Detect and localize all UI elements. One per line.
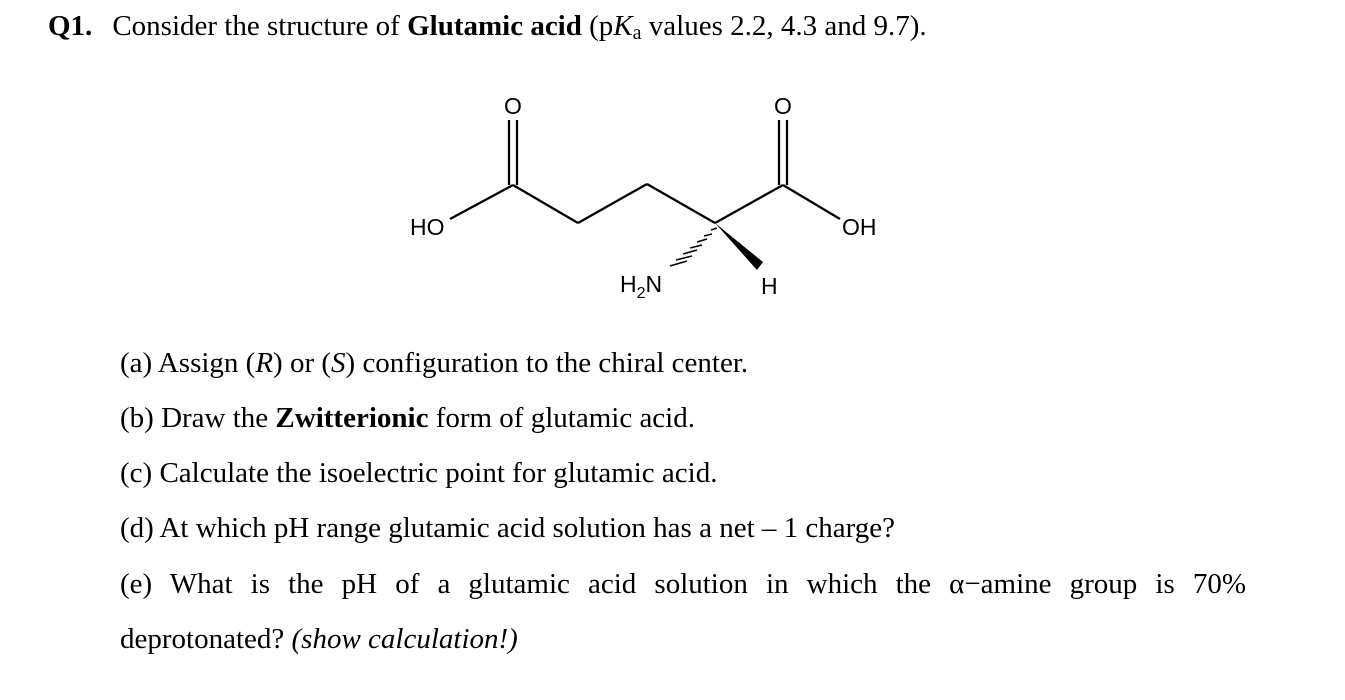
glutamic-acid-structure (0, 0, 1345, 320)
part-c-text: Calculate the isoelectric point for glutamic acid. (152, 457, 718, 489)
part-e-word: solution (654, 568, 748, 600)
compound-name: Glutamic acid (407, 10, 582, 42)
part-e-word: What (169, 568, 233, 600)
part-e-word: in (765, 568, 789, 600)
part-b (120, 402, 695, 435)
part-e-line-1 (120, 568, 1246, 601)
part-e-word: group (1069, 568, 1138, 600)
bond-ho-c1 (450, 185, 513, 219)
part-b-label: (b) (120, 402, 154, 434)
part-a-r: R (255, 347, 274, 379)
pk-symbol: K (613, 10, 633, 42)
bond-c2-c3 (578, 184, 647, 223)
solid-wedge-bond (715, 223, 763, 270)
part-e-text: deprotonated? (120, 623, 292, 655)
part-d-text: At which pH range glutamic acid solution has a net – 1 charge? (153, 512, 895, 544)
part-e-word: 70% (1192, 568, 1246, 600)
question-number: Q1. (48, 10, 93, 42)
bond-c1-c2 (513, 185, 578, 223)
pk-values: values 2.2, 4.3 and 9.7). (641, 10, 927, 42)
part-e-word: (e) (120, 568, 153, 600)
hashed-wedge-bond (670, 228, 717, 266)
part-e-word: pH (341, 568, 378, 600)
question-text: Consider the structure of (112, 10, 408, 42)
part-a-text-1: Assign ( (152, 347, 256, 379)
part-e-word: is (250, 568, 271, 600)
part-e-word: the (288, 568, 324, 600)
part-d-label: (d) (120, 512, 154, 544)
part-a (120, 347, 748, 380)
part-e-word: glutamic (468, 568, 570, 600)
atom-label-oh: OH (842, 214, 877, 240)
atom-label-h2n: $H_2N$ (620, 271, 663, 302)
pk-subscript: a (632, 22, 642, 44)
pk-open: (p (581, 10, 614, 42)
atom-label-ho: HO (410, 214, 445, 240)
atom-label-o-right: O (774, 93, 792, 119)
part-a-text-2: ) or ( (273, 347, 332, 379)
bond-c4-c5 (715, 185, 783, 223)
part-b-text-2: form of glutamic acid. (428, 402, 695, 434)
bond-c5-oh (783, 185, 840, 219)
part-e-word: of (395, 568, 420, 600)
part-a-s: S (331, 347, 346, 379)
part-a-text-3: ) configuration to the chiral center. (345, 347, 749, 379)
part-a-label: (a) (120, 347, 153, 379)
part-d (120, 512, 895, 545)
part-c-label: (c) (120, 457, 153, 489)
part-e-word: a (437, 568, 451, 600)
part-b-bold: Zwitterionic (275, 402, 429, 434)
part-e-line-2 (120, 623, 518, 656)
part-e-word: α−amine (949, 568, 1052, 600)
part-c (120, 457, 717, 490)
atom-label-h: H (761, 273, 778, 299)
part-e-word: acid (588, 568, 637, 600)
part-e-word: is (1155, 568, 1175, 600)
part-e-word: which (806, 568, 878, 600)
bond-c3-c4 (647, 184, 715, 223)
atom-label-o-left: O (504, 93, 522, 119)
part-e-word: the (895, 568, 932, 600)
part-b-text-1: Draw the (153, 402, 276, 434)
part-e-italic: (show calculation!) (291, 623, 518, 655)
